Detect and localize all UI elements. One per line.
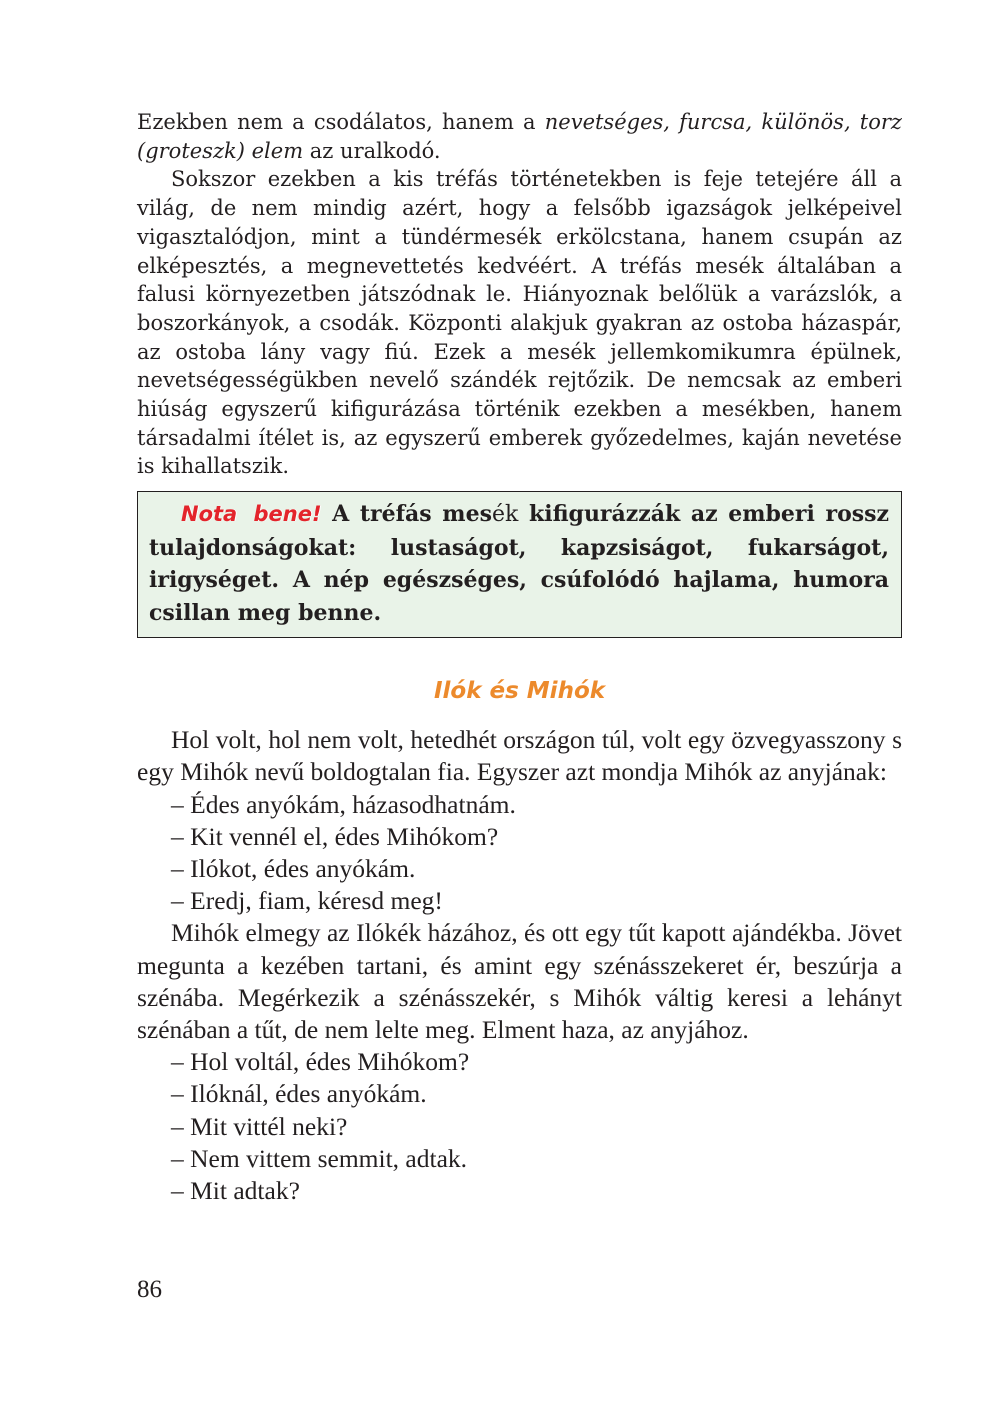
story-title: Ilók és Mihók [433, 678, 606, 705]
page-number: 86 [137, 1276, 162, 1303]
intro-p1-italic: nevetséges, furcsa, különös, torz (groteszk) elem [137, 110, 902, 163]
dialog-line: – Kit vennél el, édes Mihókom? [171, 821, 499, 851]
story-paragraph-1: Hol volt, hol nem volt, hetedhét országon túl, volt egy özvegyasszony s egy Mihók nevű boldogtalan fia. Egyszer azt mondja Mihók az anyjának: [137, 725, 902, 787]
nota-bene-text [149, 498, 889, 629]
dialog-line: – Hol voltál, édes Mihókom? [171, 1047, 470, 1077]
dialog-line: – Nem vittem semmit, adtak. [171, 1143, 468, 1173]
intro-paragraph-1 [137, 108, 902, 165]
story-paragraph-2: Mihók elmegy az Ilókék házához, és ott egy tűt kapott ajándékba. Jövet megunta a kezében tartani, és amint egy szénásszekeret ér, beszúrja a szénába. Megérkezik a szénásszekér, s Mihók váltig keresi a lehányt szénában a tűt, de nem lelte meg. Elment haza, az anyjához. [137, 918, 902, 1044]
dialog-line: – Mit adtak? [171, 1175, 300, 1205]
page-content [137, 108, 902, 1207]
nota-bene-box [137, 491, 902, 638]
dialog-line: – Édes anyókám, házasodhatnám. [171, 789, 516, 819]
dialog-line: – Ilóknál, édes anyókám. [171, 1079, 427, 1109]
story-text [137, 724, 902, 1207]
dialog-line: – Mit vittél neki? [171, 1111, 348, 1141]
nota-bene-text-c: kifigurázzák az emberi rossz tulajdonságokat: lustaságot, kapzsiságot, fukarságot, irigységet. A nép egészséges, csúfolódó hajlama, humora csillan meg benne. [149, 501, 890, 626]
dialog-line: – Ilókot, édes anyókám. [171, 853, 416, 883]
intro-section [137, 108, 902, 481]
nota-bene-label: Nota bene! [181, 502, 322, 527]
nota-bene-text-b: ék [491, 502, 519, 528]
intro-p1-start: Ezekben nem a csodálatos, hanem a [137, 110, 545, 134]
intro-paragraph-2: Sokszor ezekben a kis tréfás történetekben is feje tetejére áll a világ, de nem mindig azért, hogy a felsőbb igazságok jelképeivel vigasztalódjon, mint a tündérmesék erkölcstana, hanem csupán az elképesztés, a megnevettetés kedvéért. A tréfás mesék általában a falusi környezetben játszódnak le. Hiányoznak belőlük a varázslók, a boszorkányok, a csodák. Központi alakjuk gyakran az ostoba házaspár, az ostoba lány vagy fiú. Ezek a mesék jellemkomikumra épülnek, nevetségességükben nevelő szándék rejtőzik. De nemcsak az emberi hiúság egyszerű kifigurázása történik ezekben a mesékben, hanem társadalmi ítélet is, az egyszerű emberek győzedelmes, kaján nevetése is kihallatszik. [137, 167, 902, 479]
intro-p1-end: az uralkodó. [303, 138, 441, 163]
dialog-line: – Eredj, fiam, kéresd meg! [171, 886, 443, 916]
nota-bene-text-a: A tréfás mes [321, 501, 492, 528]
